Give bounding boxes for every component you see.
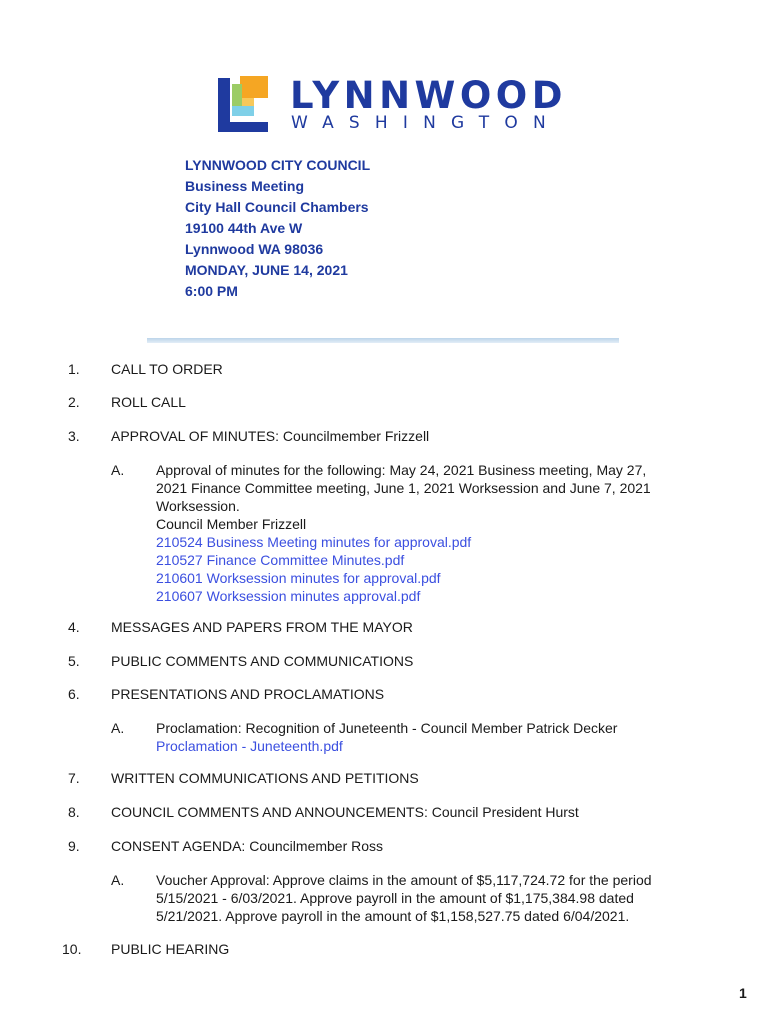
meeting-date: MONDAY, JUNE 14, 2021 [185,262,348,278]
agenda-title: ROLL CALL [111,394,186,410]
subitem-text-line: Voucher Approval: Approve claims in the amount of $5,117,724.72 for the period [156,872,652,888]
page-number: 1 [739,985,747,1001]
agenda-title: CONSENT AGENDA: Councilmember Ross [111,838,384,854]
subitem-text-line: 5/21/2021. Approve payroll in the amount of $1,158,527.75 dated 6/04/2021. [156,908,630,924]
agenda-number: 9. [68,838,80,854]
subitem-6a-body [156,719,617,755]
agenda-number: 3. [68,428,80,444]
agenda-title: MESSAGES AND PAPERS FROM THE MAYOR [111,619,413,635]
subitem-letter: A. [111,720,125,736]
attachment-link[interactable]: 210524 Business Meeting minutes for approval.pdf [156,534,472,550]
agenda-number: 7. [68,770,80,786]
header-divider [147,338,619,343]
agenda-number: 5. [68,653,80,669]
logo-wordmark: LYNNWOOD [290,74,567,117]
attachment-link[interactable]: 210527 Finance Committee Minutes.pdf [156,552,405,568]
subitem-letter: A. [111,462,125,478]
subitem-9a-body [156,871,652,925]
agenda-number: 8. [68,804,80,820]
subitem-text-line: Proclamation: Recognition of Juneteenth - Council Member Patrick Decker [156,720,618,736]
subitem-text-line: Approval of minutes for the following: May 24, 2021 Business meeting, May 27, [156,462,647,478]
agenda-number: 2. [68,394,80,410]
logo-mark-icon [218,76,270,132]
agenda-title: APPROVAL OF MINUTES: Councilmember Frizzell [111,428,430,444]
agenda-title: PUBLIC HEARING [111,941,230,957]
subitem-text-line: 2021 Finance Committee meeting, June 1, 2021 Worksession and June 7, 2021 [156,480,651,496]
agenda-title: CALL TO ORDER [111,361,223,377]
council-name: LYNNWOOD CITY COUNCIL [185,157,371,173]
subitem-text-line: 5/15/2021 - 6/03/2021. Approve payroll in the amount of $1,175,384.98 dated [156,890,634,906]
attachment-link[interactable]: 210601 Worksession minutes for approval.pdf [156,570,441,586]
agenda-title: COUNCIL COMMENTS AND ANNOUNCEMENTS: Council President Hurst [111,804,579,820]
agenda-number: 6. [68,686,80,702]
agenda-number: 4. [68,619,80,635]
logo-subtitle: WASHINGTON [291,113,561,133]
meeting-type: Business Meeting [185,178,305,194]
attachment-link[interactable]: 210607 Worksession minutes approval.pdf [156,588,421,604]
meeting-location: City Hall Council Chambers [185,199,369,215]
agenda-title: WRITTEN COMMUNICATIONS AND PETITIONS [111,770,419,786]
agenda-title: PRESENTATIONS AND PROCLAMATIONS [111,686,385,702]
subitem-letter: A. [111,872,125,888]
agenda-number: 1. [68,361,80,377]
address-city: Lynnwood WA 98036 [185,241,324,257]
subitem-text-line: Council Member Frizzell [156,516,307,532]
lynnwood-logo [218,74,567,134]
subitem-text-line: Worksession. [156,498,240,514]
attachment-link[interactable]: Proclamation - Juneteenth.pdf [156,738,343,754]
meeting-header [185,155,370,302]
meeting-time: 6:00 PM [185,283,238,299]
agenda-title: PUBLIC COMMENTS AND COMMUNICATIONS [111,653,414,669]
address-street: 19100 44th Ave W [185,220,303,236]
subitem-3a-body [156,461,651,605]
agenda-number: 10. [62,941,82,957]
